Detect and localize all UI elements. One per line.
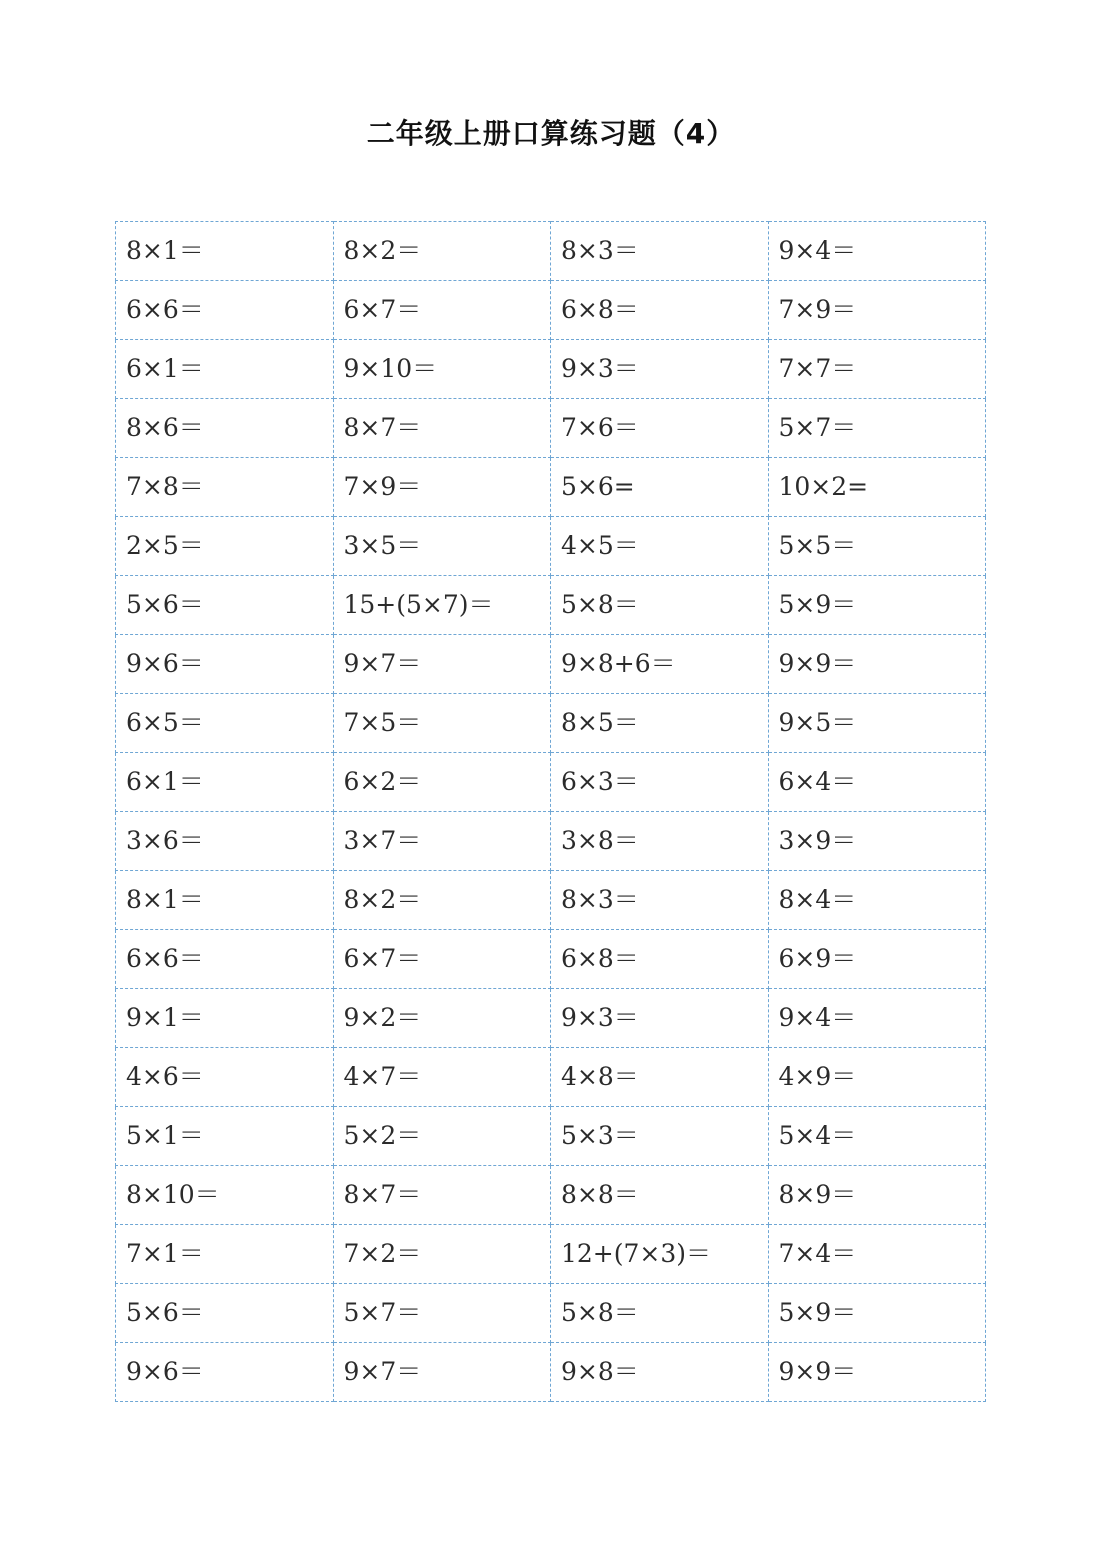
problem-cell: 3×6＝ bbox=[116, 812, 334, 871]
table-row bbox=[116, 694, 986, 753]
problem-cell: 5×8＝ bbox=[551, 1284, 769, 1343]
problem-cell: 5×3＝ bbox=[551, 1107, 769, 1166]
problem-cell: 3×9＝ bbox=[768, 812, 986, 871]
problem-cell: 8×6＝ bbox=[116, 399, 334, 458]
problem-cell: 9×4＝ bbox=[768, 222, 986, 281]
problem-cell: 12+(7×3)＝ bbox=[551, 1225, 769, 1284]
table-row bbox=[116, 871, 986, 930]
problem-cell: 8×1＝ bbox=[116, 871, 334, 930]
problem-cell: 9×8＝ bbox=[551, 1343, 769, 1402]
problem-cell: 8×1＝ bbox=[116, 222, 334, 281]
problem-grid bbox=[115, 221, 986, 1402]
problem-cell: 7×7＝ bbox=[768, 340, 986, 399]
problem-cell: 7×9＝ bbox=[768, 281, 986, 340]
problem-cell: 5×1＝ bbox=[116, 1107, 334, 1166]
problem-cell: 4×7＝ bbox=[333, 1048, 551, 1107]
problem-cell: 5×9＝ bbox=[768, 1284, 986, 1343]
problem-cell: 9×9＝ bbox=[768, 1343, 986, 1402]
table-row bbox=[116, 635, 986, 694]
problem-cell: 7×5＝ bbox=[333, 694, 551, 753]
problem-cell: 7×8＝ bbox=[116, 458, 334, 517]
problem-cell: 9×6＝ bbox=[116, 1343, 334, 1402]
problem-cell: 9×6＝ bbox=[116, 635, 334, 694]
table-row bbox=[116, 222, 986, 281]
problem-cell: 8×2＝ bbox=[333, 222, 551, 281]
problem-cell: 9×4＝ bbox=[768, 989, 986, 1048]
table-row bbox=[116, 930, 986, 989]
problem-cell: 7×2＝ bbox=[333, 1225, 551, 1284]
table-row bbox=[116, 1343, 986, 1402]
problem-cell: 9×10＝ bbox=[333, 340, 551, 399]
problem-cell: 8×4＝ bbox=[768, 871, 986, 930]
problem-cell: 7×1＝ bbox=[116, 1225, 334, 1284]
problem-cell: 9×3＝ bbox=[551, 340, 769, 399]
table-row bbox=[116, 281, 986, 340]
problem-cell: 6×7＝ bbox=[333, 930, 551, 989]
problem-cell: 3×5＝ bbox=[333, 517, 551, 576]
problem-cell: 8×8＝ bbox=[551, 1166, 769, 1225]
table-row bbox=[116, 576, 986, 635]
page-title: 二年级上册口算练习题（4） bbox=[366, 117, 736, 150]
problem-cell: 15+(5×7)＝ bbox=[333, 576, 551, 635]
problem-cell: 5×4＝ bbox=[768, 1107, 986, 1166]
problem-cell: 2×5＝ bbox=[116, 517, 334, 576]
problem-cell: 8×3＝ bbox=[551, 222, 769, 281]
problem-cell: 6×6＝ bbox=[116, 930, 334, 989]
table-row bbox=[116, 517, 986, 576]
problem-cell: 5×7＝ bbox=[333, 1284, 551, 1343]
problem-cell: 5×7＝ bbox=[768, 399, 986, 458]
table-row bbox=[116, 812, 986, 871]
problem-cell: 6×1＝ bbox=[116, 753, 334, 812]
problem-cell: 9×7＝ bbox=[333, 635, 551, 694]
problem-cell: 9×2＝ bbox=[333, 989, 551, 1048]
problem-cell: 8×5＝ bbox=[551, 694, 769, 753]
problem-cell: 6×3＝ bbox=[551, 753, 769, 812]
problem-cell: 6×2＝ bbox=[333, 753, 551, 812]
problem-cell: 4×8＝ bbox=[551, 1048, 769, 1107]
problem-cell: 5×9＝ bbox=[768, 576, 986, 635]
problem-cell: 6×7＝ bbox=[333, 281, 551, 340]
problem-cell: 8×7＝ bbox=[333, 399, 551, 458]
table-row bbox=[116, 399, 986, 458]
problem-cell: 8×9＝ bbox=[768, 1166, 986, 1225]
problem-cell: 5×6= bbox=[551, 458, 769, 517]
problem-grid-body bbox=[116, 222, 986, 1402]
problem-cell: 4×5＝ bbox=[551, 517, 769, 576]
problem-cell: 6×8＝ bbox=[551, 281, 769, 340]
table-row bbox=[116, 989, 986, 1048]
table-row bbox=[116, 1107, 986, 1166]
problem-cell: 5×5＝ bbox=[768, 517, 986, 576]
problem-cell: 4×6＝ bbox=[116, 1048, 334, 1107]
problem-cell: 6×4＝ bbox=[768, 753, 986, 812]
table-row bbox=[116, 340, 986, 399]
problem-cell: 3×7＝ bbox=[333, 812, 551, 871]
problem-cell: 8×2＝ bbox=[333, 871, 551, 930]
problem-cell: 9×9＝ bbox=[768, 635, 986, 694]
problem-cell: 6×5＝ bbox=[116, 694, 334, 753]
problem-cell: 10×2= bbox=[768, 458, 986, 517]
problem-cell: 9×7＝ bbox=[333, 1343, 551, 1402]
problem-cell: 8×10＝ bbox=[116, 1166, 334, 1225]
problem-cell: 3×8＝ bbox=[551, 812, 769, 871]
problem-cell: 4×9＝ bbox=[768, 1048, 986, 1107]
table-row bbox=[116, 753, 986, 812]
problem-cell: 7×6＝ bbox=[551, 399, 769, 458]
problem-cell: 5×2＝ bbox=[333, 1107, 551, 1166]
problem-cell: 6×8＝ bbox=[551, 930, 769, 989]
problem-cell: 5×8＝ bbox=[551, 576, 769, 635]
problem-cell: 5×6＝ bbox=[116, 1284, 334, 1343]
problem-cell: 7×4＝ bbox=[768, 1225, 986, 1284]
problem-cell: 5×6＝ bbox=[116, 576, 334, 635]
table-row bbox=[116, 1284, 986, 1343]
problem-cell: 8×3＝ bbox=[551, 871, 769, 930]
problem-cell: 6×1＝ bbox=[116, 340, 334, 399]
problem-cell: 6×6＝ bbox=[116, 281, 334, 340]
problem-cell: 9×5＝ bbox=[768, 694, 986, 753]
table-row bbox=[116, 1048, 986, 1107]
problem-cell: 9×1＝ bbox=[116, 989, 334, 1048]
problem-cell: 9×8+6＝ bbox=[551, 635, 769, 694]
problem-cell: 8×7＝ bbox=[333, 1166, 551, 1225]
table-row bbox=[116, 1225, 986, 1284]
table-row bbox=[116, 1166, 986, 1225]
problem-cell: 7×9＝ bbox=[333, 458, 551, 517]
problem-cell: 6×9＝ bbox=[768, 930, 986, 989]
problem-cell: 9×3＝ bbox=[551, 989, 769, 1048]
table-row bbox=[116, 458, 986, 517]
